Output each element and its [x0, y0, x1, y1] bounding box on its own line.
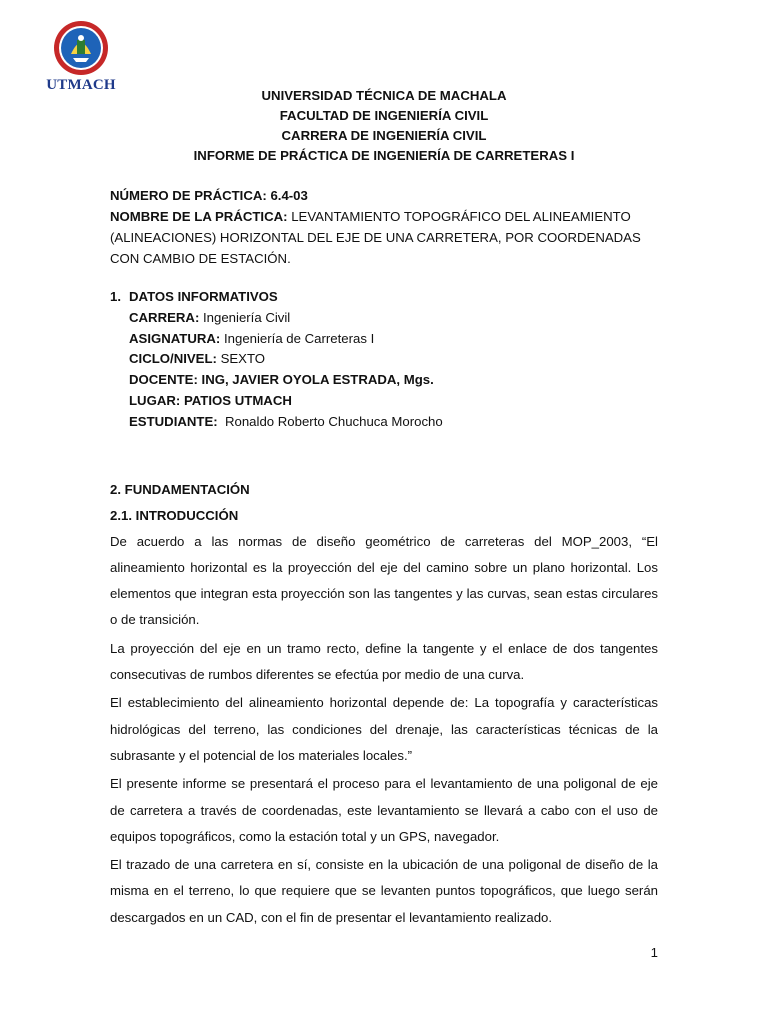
subsection-heading: 2.1. INTRODUCCIÓN [110, 507, 239, 523]
page-number: 1 [650, 945, 658, 960]
practice-name: NOMBRE DE LA PRÁCTICA: LEVANTAMIENTO TOPOGRÁFICO DEL ALINEAMIENTO (ALINEACIONES) HORIZONTAL DEL EJE DE UNA CARRETERA, POR COORDENADAS CON CAMBIO DE ESTACIÓN. [110, 209, 641, 266]
faculty-name: FACULTAD DE INGENIERÍA CIVIL [279, 108, 489, 123]
info-row-carrera: CARRERA: Ingeniería Civil [129, 309, 291, 325]
section-heading: 2. FUNDAMENTACIÓN [110, 482, 250, 497]
paragraph: La proyección del eje en un tramo recto, define la tangente y el enlace de dos tangentes consecutivas de rumbos diferentes se efectúa por medio de una curva. [110, 640, 658, 683]
practice-number: NÚMERO DE PRÁCTICA: 6.4-03 [110, 188, 308, 203]
datos-informativos [110, 287, 658, 433]
paragraph: De acuerdo a las normas de diseño geométrico de carreteras del MOP_2003, “El alineamiento horizontal es la proyección del eje del camino sobre un plano horizontal. Los elementos que integran esta proyección son las tangentes y las curvas, sean estas circulares o de transición. [110, 533, 658, 628]
document-header [110, 86, 658, 166]
info-row-docente: DOCENTE: ING, JAVIER OYOLA ESTRADA, Mgs. [129, 372, 434, 388]
info-row-ciclo: CICLO/NIVEL: SEXTO [129, 351, 266, 367]
paragraph: El establecimiento del alineamiento horizontal depende de: La topografía y características hidrológicas del terreno, las condiciones del drenaje, las características técnicas de la subrasante y el potencial de los materiales locales.” [110, 695, 658, 763]
fundamentacion-section [110, 480, 658, 931]
report-title: INFORME DE PRÁCTICA DE INGENIERÍA DE CARRETERAS I [193, 148, 575, 163]
university-seal-icon [53, 20, 109, 76]
info-row-lugar: LUGAR: PATIOS UTMACH [129, 392, 292, 408]
logo-text: UTMACH [46, 77, 116, 93]
university-name: UNIVERSIDAD TÉCNICA DE MACHALA [261, 88, 507, 103]
paragraph: El trazado de una carretera en sí, consiste en la ubicación de una poligonal de diseño de la misma en el terreno, lo que requiere que se levanten puntos topográficos, que luego serán descargados en un CAD, con el fin de presentar el levantamiento realizado. [110, 857, 658, 925]
section-heading: 1. DATOS INFORMATIVOS [110, 289, 278, 304]
career-name: CARRERA DE INGENIERÍA CIVIL [281, 128, 487, 143]
paragraph: El presente informe se presentará el proceso para el levantamiento de una poligonal de eje de carretera a través de coordenadas, este levantamiento se llevará a cabo con el uso de equipos topográficos, como la estación total y un GPS, navegador. [110, 776, 658, 844]
info-row-estudiante: ESTUDIANTE: Ronaldo Roberto Chuchuca Morocho [129, 413, 443, 429]
university-logo [46, 20, 116, 94]
practice-info [110, 185, 658, 269]
info-row-asignatura: ASIGNATURA: Ingeniería de Carreteras I [129, 330, 375, 346]
